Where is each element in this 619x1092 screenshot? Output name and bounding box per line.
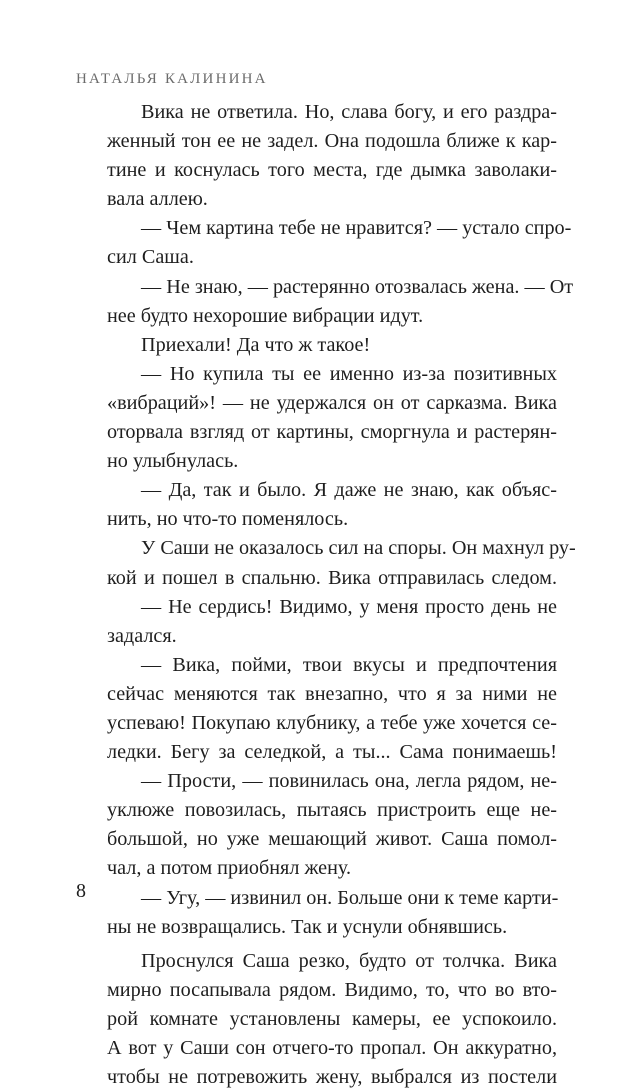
text-line: уклюже повозилась, пытаясь пристроить еще не- xyxy=(107,799,557,822)
text-line: нее будто нехорошие вибрации идут. xyxy=(107,304,424,327)
text-line: У Саши не оказалось сил на споры. Он махнул ру- xyxy=(141,537,576,560)
text-line: сейчас меняются так внезапно, что я за ними не xyxy=(107,682,557,705)
text-line: Вика не ответила. Но, слава богу, и его раздра- xyxy=(141,101,557,123)
text-line: кой и пошел в спальню. Вика отправилась следом. xyxy=(107,566,557,589)
text-line: оторвала взгляд от картины, сморгнула и растерян- xyxy=(107,421,557,444)
page-body xyxy=(107,98,576,1092)
text-line: — Вика, пойми, твои вкусы и предпочтения xyxy=(141,653,557,676)
text-line: чал, а потом приобнял жену. xyxy=(107,857,352,880)
text-line: чтобы не потревожить жену, выбрался из постели xyxy=(107,1066,557,1089)
text-line: мирно посапывала рядом. Видимо, то, что во вто- xyxy=(107,978,557,1001)
text-line: — Не знаю, — растерянно отозвалась жена. — От xyxy=(141,275,574,298)
text-line: большой, но уже мешающий живот. Саша помол- xyxy=(107,828,557,851)
text-line: — Чем картина тебе не нравится? — устало спро- xyxy=(141,217,572,240)
text-line: нить, но что-то поменялось. xyxy=(107,508,349,531)
text-line: — Не сердись! Видимо, у меня просто день не xyxy=(141,595,557,618)
text-line: — Прости, — повинилась она, легла рядом, не- xyxy=(141,770,557,793)
text-line: сил Саша. xyxy=(107,246,194,269)
text-line: А вот у Саши сон отчего-то пропал. Он аккуратно, xyxy=(107,1037,557,1059)
text-line: «вибраций»! — не удержался он от сарказма. Вика xyxy=(107,391,557,414)
text-line: ледки. Бегу за селедкой, а ты... Сама понимаешь! xyxy=(107,741,557,764)
text-line: ны не возвращались. Так и уснули обнявшись. xyxy=(107,915,508,938)
running-head: НАТАЛЬЯ КАЛИНИНА xyxy=(76,71,268,87)
text-line: Приехали! Да что ж такое! xyxy=(141,333,371,356)
text-line: — Да, так и было. Я даже не знаю, как объяс- xyxy=(141,479,557,502)
text-line: женный тон ее не задел. Она подошла ближе к кар- xyxy=(107,130,557,153)
text-line: Проснулся Саша резко, будто от толчка. Вика xyxy=(141,949,557,972)
text-line: тине и коснулась того места, где дымка заволаки- xyxy=(107,159,557,182)
text-line: успеваю! Покупаю клубнику, а тебе уже хочется се- xyxy=(107,711,557,734)
text-line: — Но купила ты ее именно из-за позитивных xyxy=(141,362,557,385)
text-line: вала аллею. xyxy=(107,188,208,211)
page-number: 8 xyxy=(76,880,86,902)
text-line: рой комнате установлены камеры, ее успокоило. xyxy=(107,1007,557,1030)
text-line: задался. xyxy=(107,624,177,647)
text-line: — Угу, — извинил он. Больше они к теме карти- xyxy=(141,886,559,909)
text-line: но улыбнулась. xyxy=(107,450,239,473)
